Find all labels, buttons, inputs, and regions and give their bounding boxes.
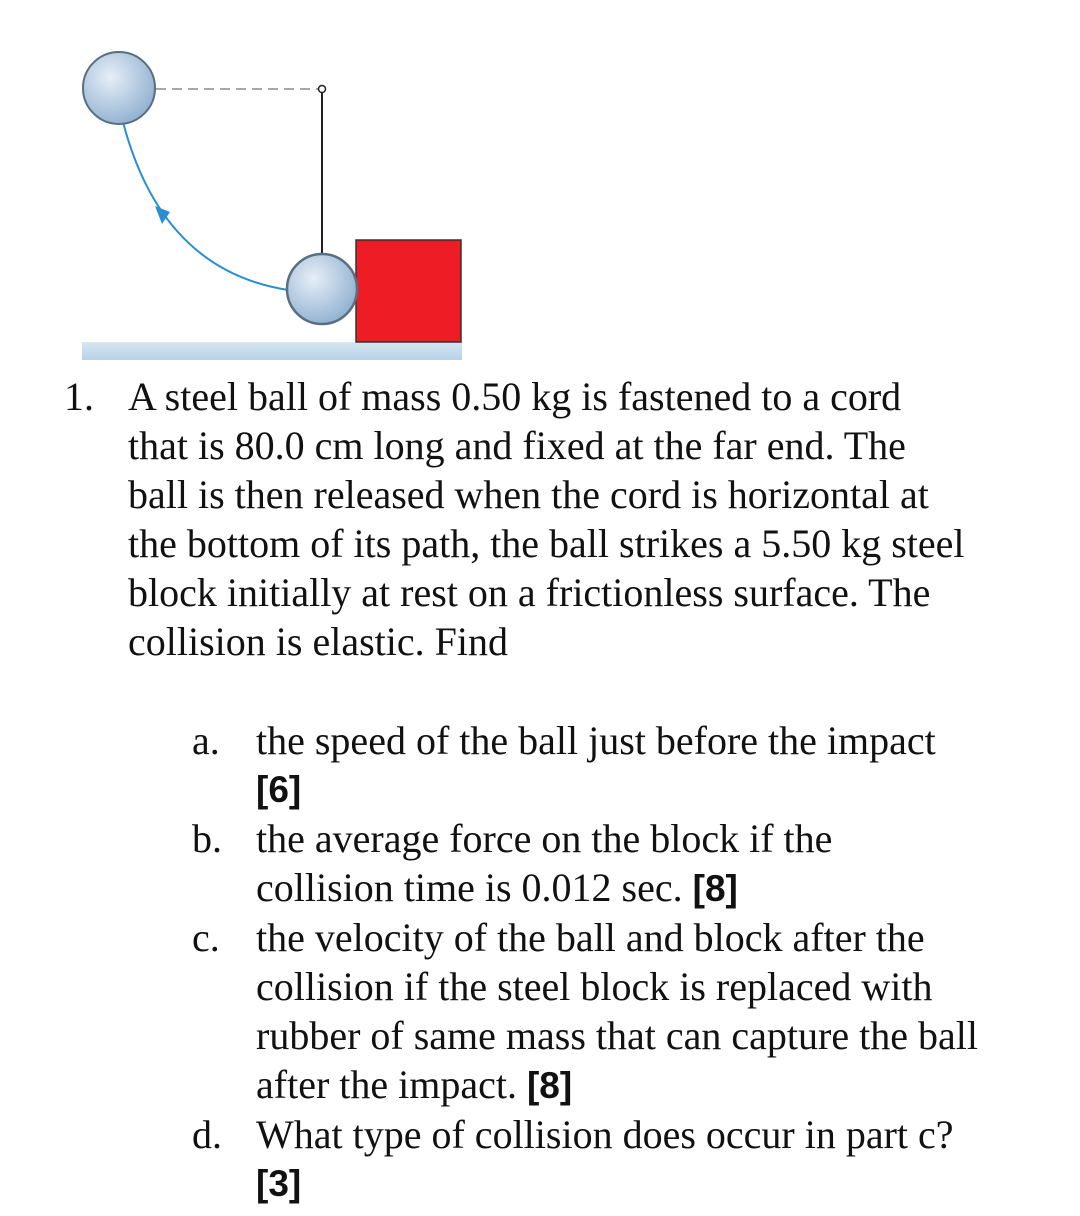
sub-question-c bbox=[0, 913, 1080, 1110]
marks-label: [6] bbox=[256, 769, 302, 810]
sub-question-d bbox=[0, 1110, 1080, 1208]
sub-question-letter: c. bbox=[192, 915, 220, 960]
sub-question-line: rubber of same mass that can capture the ball bbox=[256, 1013, 978, 1058]
pivot-point bbox=[319, 86, 326, 93]
question-text bbox=[128, 372, 1058, 666]
sub-question-a bbox=[0, 716, 1080, 814]
swing-arc-path bbox=[122, 118, 288, 290]
sub-questions-list bbox=[0, 716, 1080, 1208]
steel-block bbox=[356, 240, 461, 342]
marks-label: [8] bbox=[692, 868, 738, 909]
sub-question-line: What type of collision does occur in part c? bbox=[256, 1112, 954, 1157]
sub-question-line: collision if the steel block is replaced with bbox=[256, 964, 933, 1009]
marks-label: [8] bbox=[526, 1065, 573, 1106]
sub-question-line-with-marks bbox=[256, 863, 1056, 913]
sub-question-line-with-marks bbox=[256, 1060, 1056, 1110]
marks-label: [3] bbox=[256, 1163, 302, 1204]
sub-question-line: after the impact. bbox=[256, 1062, 527, 1107]
question-line: the bottom of its path, the ball strikes a 5.50 kg steel bbox=[128, 521, 965, 566]
question-line: that is 80.0 cm long and fixed at the far end. The bbox=[128, 423, 906, 468]
sub-question-b bbox=[0, 814, 1080, 913]
question-line: collision is elastic. Find bbox=[128, 619, 508, 664]
question-line: A steel ball of mass 0.50 kg is fastened to a cord bbox=[128, 374, 902, 419]
sub-question-line: the speed of the ball just before the impact bbox=[256, 718, 936, 763]
sub-question-line: the velocity of the ball and block after the bbox=[256, 915, 925, 960]
ball-initial-position bbox=[83, 52, 155, 124]
sub-question-line: collision time is 0.012 sec. bbox=[256, 865, 693, 910]
question-number: 1. bbox=[64, 374, 94, 419]
pendulum-block-diagram bbox=[0, 0, 480, 370]
sub-question-letter: d. bbox=[192, 1112, 222, 1157]
sub-question-letter: b. bbox=[192, 816, 222, 861]
ball-at-bottom bbox=[287, 254, 357, 324]
sub-question-line: the average force on the block if the bbox=[256, 816, 833, 861]
question-line: block initially at rest on a frictionless surface. The bbox=[128, 570, 931, 615]
question-line: ball is then released when the cord is horizontal at bbox=[128, 472, 929, 517]
frictionless-surface bbox=[82, 342, 462, 360]
sub-question-letter: a. bbox=[192, 718, 220, 763]
